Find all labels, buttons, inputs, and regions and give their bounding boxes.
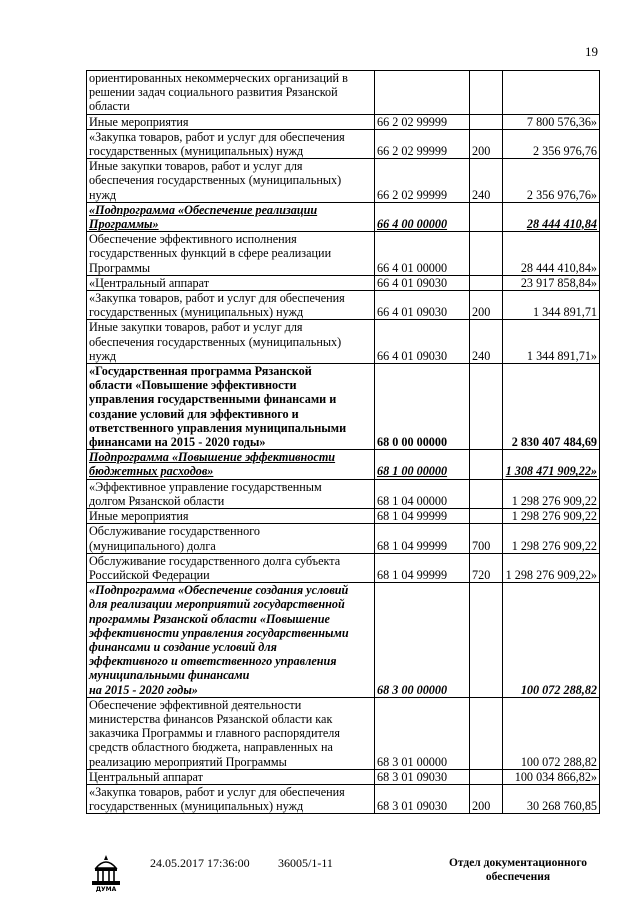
- row-sum-cell: [503, 71, 600, 115]
- row-code-cell: 68 1 04 99999: [375, 524, 470, 553]
- row-code-cell: [375, 71, 470, 115]
- page-number: 19: [585, 44, 598, 59]
- table-row: [87, 364, 600, 450]
- table-row: [87, 202, 600, 231]
- table-row: [87, 320, 600, 364]
- page-footer: [0, 852, 640, 902]
- row-sum-cell: 1 344 891,71»: [503, 320, 600, 364]
- row-name-cell: Центральный аппарат: [87, 769, 375, 784]
- row-type-cell: 200: [470, 129, 503, 158]
- row-name-cell: «Подпрограмма «Обеспечение создания условий для реализации мероприятий государственной программы Рязанской области «Повышение эффективности управления государственными финансами и создание условий для эффективного и ответственного управления муниципальными финансами на 2015 - 2020 годы»: [87, 583, 375, 698]
- table-row: [87, 291, 600, 320]
- row-type-cell: [470, 364, 503, 450]
- row-sum-cell: 2 356 976,76: [503, 129, 600, 158]
- row-code-cell: 68 1 04 00000: [375, 479, 470, 508]
- table-row: [87, 129, 600, 158]
- row-code-cell: 66 2 02 99999: [375, 114, 470, 129]
- row-code-cell: 66 4 01 09030: [375, 275, 470, 290]
- row-type-cell: [470, 232, 503, 276]
- row-code-cell: 68 0 00 00000: [375, 364, 470, 450]
- row-name-cell: Иные мероприятия: [87, 114, 375, 129]
- table-row: [87, 479, 600, 508]
- row-type-cell: 200: [470, 291, 503, 320]
- svg-text:ДУМА: ДУМА: [95, 886, 117, 892]
- row-code-cell: 66 4 01 09030: [375, 320, 470, 364]
- table-row: [87, 553, 600, 582]
- row-sum-cell: 1 298 276 909,22: [503, 479, 600, 508]
- row-sum-cell: 1 298 276 909,22»: [503, 553, 600, 582]
- row-type-cell: 240: [470, 159, 503, 203]
- row-code-cell: 66 4 01 00000: [375, 232, 470, 276]
- table-row: [87, 275, 600, 290]
- table-row: [87, 159, 600, 203]
- row-code-cell: 66 4 00 00000: [375, 202, 470, 231]
- budget-table-body: [87, 71, 600, 814]
- row-type-cell: [470, 450, 503, 479]
- row-type-cell: 720: [470, 553, 503, 582]
- row-sum-cell: 30 268 760,85: [503, 784, 600, 813]
- row-name-cell: Обеспечение эффективного исполнения государственных функций в сфере реализации Программы: [87, 232, 375, 276]
- row-sum-cell: 1 298 276 909,22: [503, 524, 600, 553]
- row-name-cell: Подпрограмма «Повышение эффективности бюджетных расходов»: [87, 450, 375, 479]
- row-sum-cell: 100 072 288,82: [503, 583, 600, 698]
- row-code-cell: 66 2 02 99999: [375, 129, 470, 158]
- footer-date: 24.05.2017 17:36:00: [150, 856, 250, 870]
- row-name-cell: «Подпрограмма «Обеспечение реализации Программы»: [87, 202, 375, 231]
- row-type-cell: 240: [470, 320, 503, 364]
- row-name-cell: Иные закупки товаров, работ и услуг для обеспечения государственных (муниципальных) нужд: [87, 320, 375, 364]
- row-code-cell: 68 3 01 00000: [375, 697, 470, 769]
- row-code-cell: 68 3 01 09030: [375, 784, 470, 813]
- row-type-cell: 700: [470, 524, 503, 553]
- table-row: [87, 524, 600, 553]
- row-code-cell: 68 1 04 99999: [375, 553, 470, 582]
- row-name-cell: Иные закупки товаров, работ и услуг для обеспечения государственных (муниципальных) нужд: [87, 159, 375, 203]
- table-row: [87, 509, 600, 524]
- row-type-cell: [470, 583, 503, 698]
- row-name-cell: ориентированных некоммерческих организаций в решении задач социального развития Рязанской области: [87, 71, 375, 115]
- row-name-cell: «Закупка товаров, работ и услуг для обеспечения государственных (муниципальных) нужд: [87, 129, 375, 158]
- row-type-cell: [470, 509, 503, 524]
- row-sum-cell: 1 344 891,71: [503, 291, 600, 320]
- row-sum-cell: 100 034 866,82»: [503, 769, 600, 784]
- row-sum-cell: 1 298 276 909,22: [503, 509, 600, 524]
- row-type-cell: 200: [470, 784, 503, 813]
- table-row: [87, 583, 600, 698]
- row-code-cell: 66 2 02 99999: [375, 159, 470, 203]
- footer-doc-code: 36005/1-11: [278, 856, 333, 870]
- row-name-cell: Иные мероприятия: [87, 509, 375, 524]
- row-code-cell: 68 3 01 09030: [375, 769, 470, 784]
- table-row: [87, 114, 600, 129]
- row-name-cell: «Центральный аппарат: [87, 275, 375, 290]
- row-name-cell: Обеспечение эффективной деятельности министерства финансов Рязанской области как заказчика Программы и главного распорядителя средств областного бюджета, направленных на реализацию мероприятий Программы: [87, 697, 375, 769]
- row-type-cell: [470, 769, 503, 784]
- row-type-cell: [470, 275, 503, 290]
- row-type-cell: [470, 71, 503, 115]
- table-row: [87, 697, 600, 769]
- row-code-cell: 68 3 00 00000: [375, 583, 470, 698]
- row-sum-cell: 7 800 576,36»: [503, 114, 600, 129]
- table-row: [87, 71, 600, 115]
- footer-department: Отдел документационного обеспечения: [448, 857, 588, 883]
- row-type-cell: [470, 202, 503, 231]
- row-sum-cell: 2 830 407 484,69: [503, 364, 600, 450]
- row-name-cell: «Эффективное управление государственным долгом Рязанской области: [87, 479, 375, 508]
- row-code-cell: 68 1 00 00000: [375, 450, 470, 479]
- row-name-cell: «Закупка товаров, работ и услуг для обеспечения государственных (муниципальных) нужд: [87, 291, 375, 320]
- row-code-cell: 68 1 04 99999: [375, 509, 470, 524]
- row-code-cell: 66 4 01 09030: [375, 291, 470, 320]
- row-sum-cell: 1 308 471 909,22»: [503, 450, 600, 479]
- row-name-cell: «Государственная программа Рязанской области «Повышение эффективности управления государственными финансами и создание условий для эффективного и ответственного управления муниципальными финансами на 2015 - 2020 годы»: [87, 364, 375, 450]
- row-sum-cell: 23 917 858,84»: [503, 275, 600, 290]
- row-sum-cell: 28 444 410,84: [503, 202, 600, 231]
- table-row: [87, 450, 600, 479]
- duma-logo-icon: [86, 852, 126, 892]
- row-name-cell: Обслуживание государственного (муниципального) долга: [87, 524, 375, 553]
- row-type-cell: [470, 697, 503, 769]
- row-sum-cell: 2 356 976,76»: [503, 159, 600, 203]
- table-row: [87, 769, 600, 784]
- row-type-cell: [470, 479, 503, 508]
- table-row: [87, 784, 600, 813]
- row-sum-cell: 28 444 410,84»: [503, 232, 600, 276]
- row-name-cell: Обслуживание государственного долга субъекта Российской Федерации: [87, 553, 375, 582]
- table-row: [87, 232, 600, 276]
- row-sum-cell: 100 072 288,82: [503, 697, 600, 769]
- budget-table: [86, 70, 600, 814]
- row-name-cell: «Закупка товаров, работ и услуг для обеспечения государственных (муниципальных) нужд: [87, 784, 375, 813]
- row-type-cell: [470, 114, 503, 129]
